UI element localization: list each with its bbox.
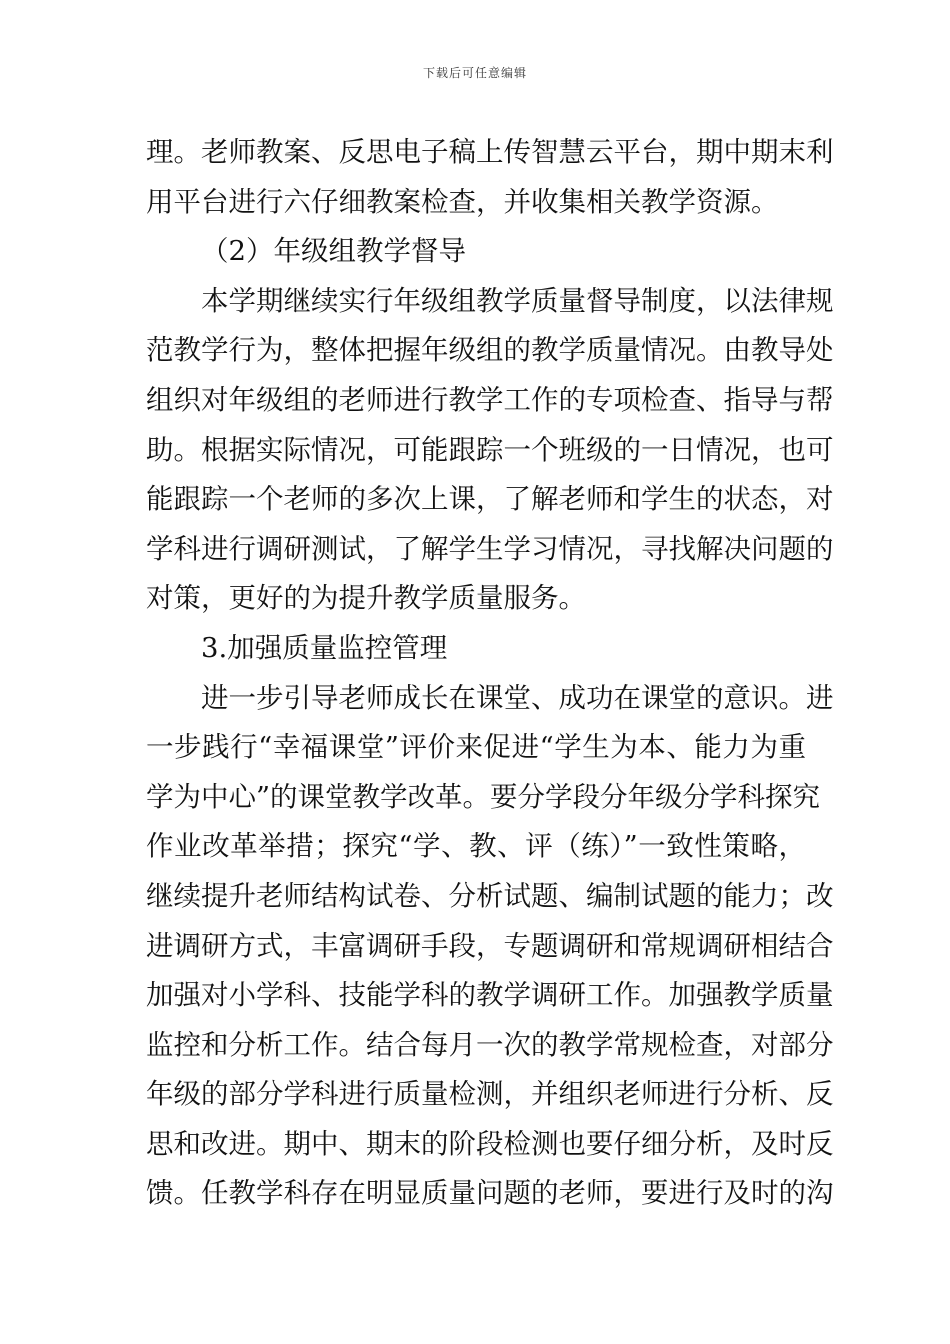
text-line: 学为中心”的课堂教学改革。要分学段分年级分学科探究: [146, 780, 821, 813]
text-line: 年级的部分学科进行质量检测，并组织老师进行分析、反: [146, 1078, 834, 1111]
text-line: 对策，更好的为提升教学质量服务。: [146, 582, 586, 615]
text-line: 理。老师教案、反思电子稿上传智慧云平台，期中期末利: [146, 136, 834, 168]
document-body: [146, 128, 834, 1219]
text-line: 监控和分析工作。结合每月一次的教学常规检查，对部分: [146, 1028, 834, 1061]
text-line: 能跟踪一个老师的多次上课，了解老师和学生的状态，对: [146, 483, 834, 516]
page-header: 下载后可任意编辑: [422, 66, 527, 80]
text-line: 学科进行调研测试，了解学生学习情况，寻找解决问题的: [146, 532, 834, 565]
text-line: 作业改革举措；探究“学、教、评（练）”一致性策略，: [146, 830, 806, 863]
text-line: 一步践行“幸福课堂”评价来促进“学生为本、能力为重: [146, 731, 806, 764]
text-line: 3.加强质量监控管理: [201, 631, 448, 664]
text-line: 馈。任教学科存在明显质量问题的老师，要进行及时的沟: [146, 1177, 834, 1210]
text-line: 加强对小学科、技能学科的教学调研工作。加强教学质量: [146, 979, 834, 1012]
text-line: 本学期继续实行年级组教学质量督导制度，以法律规: [201, 284, 834, 317]
text-line: 范教学行为，整体把握年级组的教学质量情况。由教导处: [146, 334, 834, 367]
text-line: （2）年级组教学督导: [201, 235, 466, 268]
text-line: 组织对年级组的老师进行教学工作的专项检查、指导与帮: [146, 383, 834, 416]
text-line: 思和改进。期中、期末的阶段检测也要仔细分析，及时反: [146, 1127, 834, 1160]
text-line: 进一步引导老师成长在课堂、成功在课堂的意识。进: [201, 681, 834, 714]
text-line: 进调研方式，丰富调研手段，专题调研和常规调研相结合: [146, 929, 834, 962]
text-line: 助。根据实际情况，可能跟踪一个班级的一日情况，也可: [146, 433, 834, 466]
text-line: 用平台进行六仔细教案检查，并收集相关教学资源。: [146, 185, 779, 218]
text-line: 继续提升老师结构试卷、分析试题、编制试题的能力；改: [146, 879, 834, 912]
